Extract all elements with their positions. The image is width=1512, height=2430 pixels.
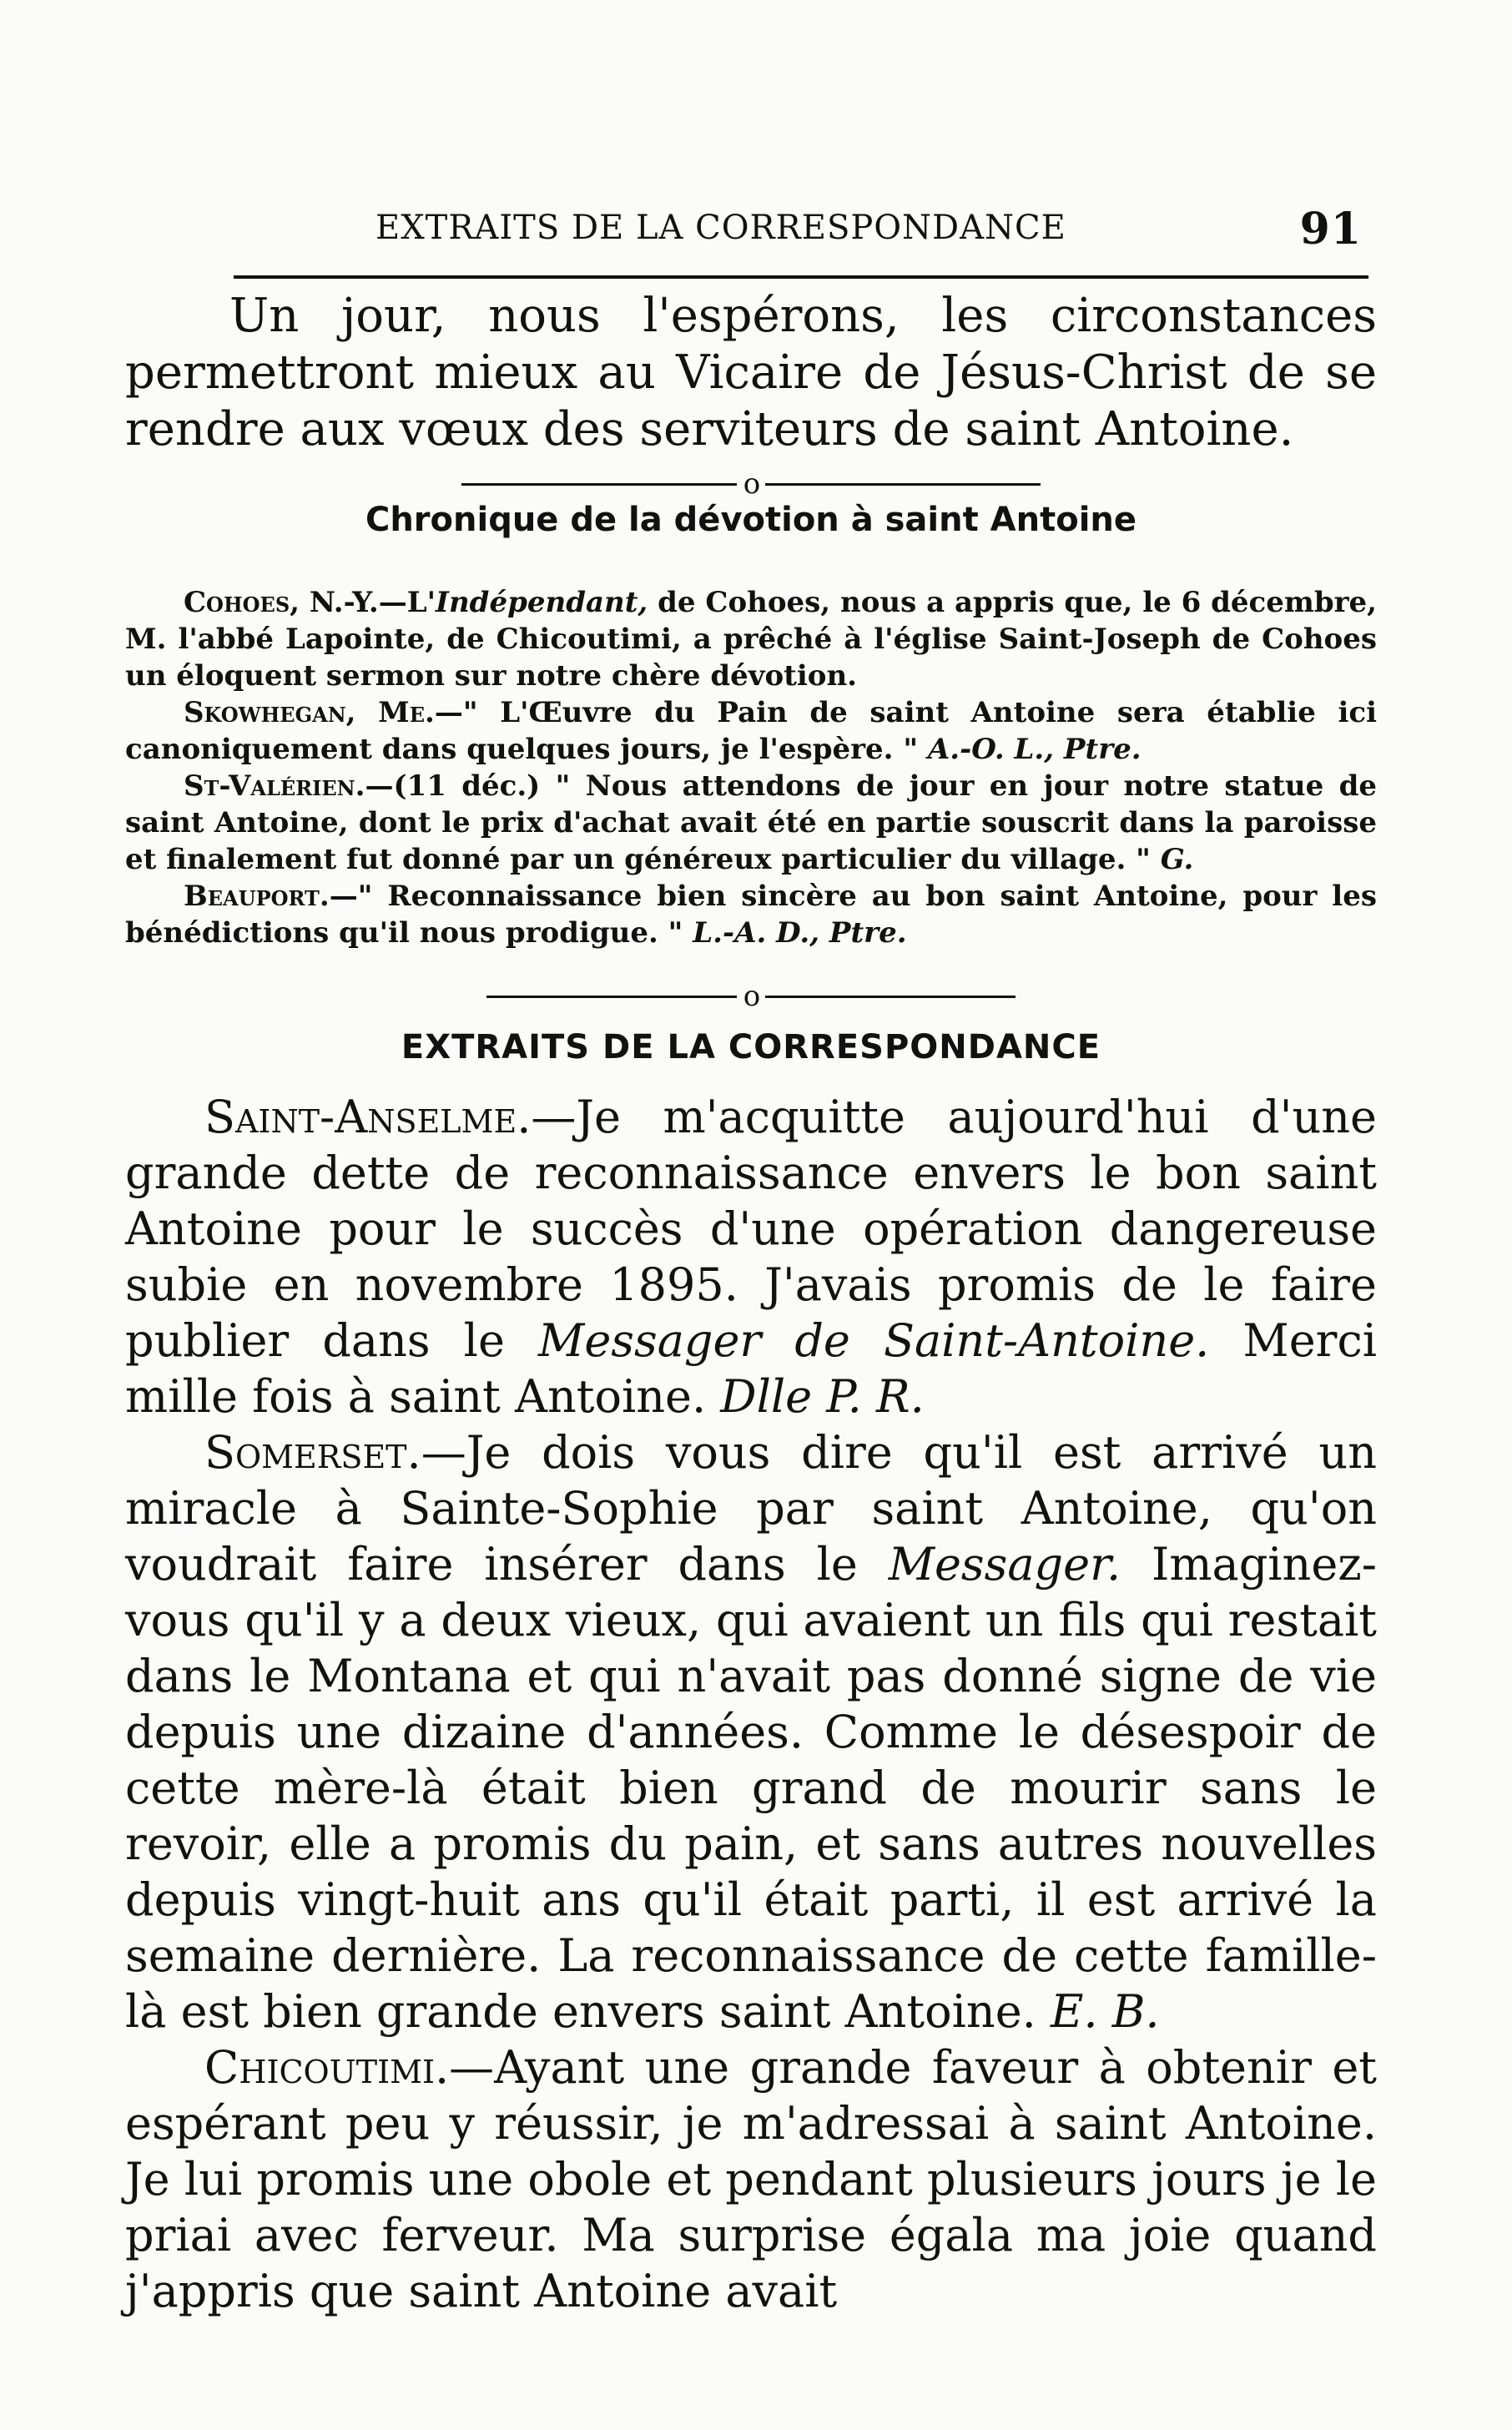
entry-text: Je m'acquitte aujourd'hui d'une grande dette de reconnaissance envers le bon saint Antoine pour le succès d'une opération dangereuse subie en novembre 1895. J'avais promis de le faire publier dans le [125,1091,1377,1367]
entry-place: Saint-Anselme. [204,1091,532,1143]
entry-place: Chicoutimi. [204,2041,450,2094]
entry-text: (11 déc.) " Nous attendons de jour en jour notre statue de saint Antoine, dont le prix d'achat avait été en partie souscrit dans la paroisse et finalement fut donné par un généreux particulier du village. " [125,769,1377,876]
entry-place: Beauport. [184,880,330,913]
entry-signature: A.-O. L., Ptre. [927,733,1142,766]
chronique-entries [125,584,1377,951]
entry-italic: Indépendant, [436,586,648,619]
entry-text: Je dois vous dire qu'il est arrivé un miracle à Sainte-Sophie par saint Antoine, qu'on voudrait faire insérer dans le [125,1426,1377,1591]
chronique-entry [125,584,1377,694]
chronique-heading: Chronique de la dévotion à saint Antoine [365,501,1137,539]
extraits-entries [125,1089,1377,2319]
entry-text: " Reconnaissance bien sincère au bon saint Antoine, pour les bénédictions qu'il nous prodigue. " [125,880,1377,950]
entry-dash: — [449,2041,495,2094]
entry-dash: —L' [378,586,436,619]
entry-italic: Messager. [888,1538,1121,1591]
intro-block [125,288,1377,458]
separator-rule [765,996,1016,998]
entry-text-2: Imaginez-vous qu'il y a deux vieux, qui avaient un fils qui restait dans le Montana et qui n'avait pas donné signe de vie depuis une dizaine d'années. Comme le désespoir de cette mère-là était bien grand de mourir sans le revoir, elle a promis du pain, et sans autres nouvelles depuis vingt-huit ans qu'il était parti, il est arrivé la semaine dernière. La reconnaissance de cette famille-là est bien grande envers saint Antoine. [125,1538,1377,2038]
separator-rule [486,996,737,998]
running-head [125,204,1378,267]
letter-entry [125,2039,1377,2319]
letter-entry [125,1424,1377,2039]
extraits-heading: EXTRAITS DE LA CORRESPONDANCE [401,1028,1101,1066]
entry-dash: — [531,1091,577,1143]
entry-place: St-Valérien. [184,769,365,803]
letter-entry [125,1089,1377,1424]
entry-signature: Dlle P. R. [720,1370,925,1423]
separator-2 [125,978,1377,1013]
separator-rule [765,483,1041,486]
running-head-title: EXTRAITS DE LA CORRESPONDANCE [375,209,1066,247]
entry-place: Skowhegan, Me. [184,696,435,729]
entry-dash: — [329,880,358,913]
entry-dash: — [365,769,394,803]
entry-dash: — [421,1426,466,1479]
intro-paragraph: Un jour, nous l'espérons, les circonstances permettront mieux au Vicaire de Jésus-Christ de se rendre aux vœux des serviteurs de saint Antoine. [125,289,1377,456]
header-rule [234,275,1368,279]
entry-text: " L'Œuvre du Pain de saint Antoine sera établie ici canoniquement dans quelques jours, je l'espère. " [125,696,1378,766]
separator-rule [461,483,737,486]
separator-mark: o [743,980,759,1013]
chronique-entry [125,878,1377,951]
entry-place: Cohoes, N.-Y. [184,586,379,619]
entry-dash: — [434,696,463,729]
entry-italic: Messager de Saint-Antoine. [538,1314,1210,1367]
separator-1 [125,466,1377,501]
page-number: 91 [1299,204,1362,255]
entry-place: Somerset. [204,1426,421,1479]
entry-text: de Cohoes, nous a appris que, le 6 décembre, M. l'abbé Lapointe, de Chicoutimi, a prêché à l'église Saint-Joseph de Cohoes un éloquent sermon sur notre chère dévotion. [125,586,1377,693]
entry-signature: E. B. [1050,1985,1160,2038]
entry-text: Ayant une grande faveur à obtenir et espérant peu y réussir, je m'adressai à saint Antoine. Je lui promis une obole et pendant plusieurs jours je le priai avec ferveur. Ma surprise égala ma joie quand j'appris que saint Antoine avait [125,2041,1377,2317]
separator-mark: o [743,467,759,501]
chronique-entry [125,768,1377,878]
chronique-entry [125,694,1377,768]
entry-signature: G. [1160,843,1194,876]
entry-text-2: Merci mille fois à saint Antoine. [125,1314,1377,1423]
entry-signature: L.-A. D., Ptre. [693,916,907,950]
